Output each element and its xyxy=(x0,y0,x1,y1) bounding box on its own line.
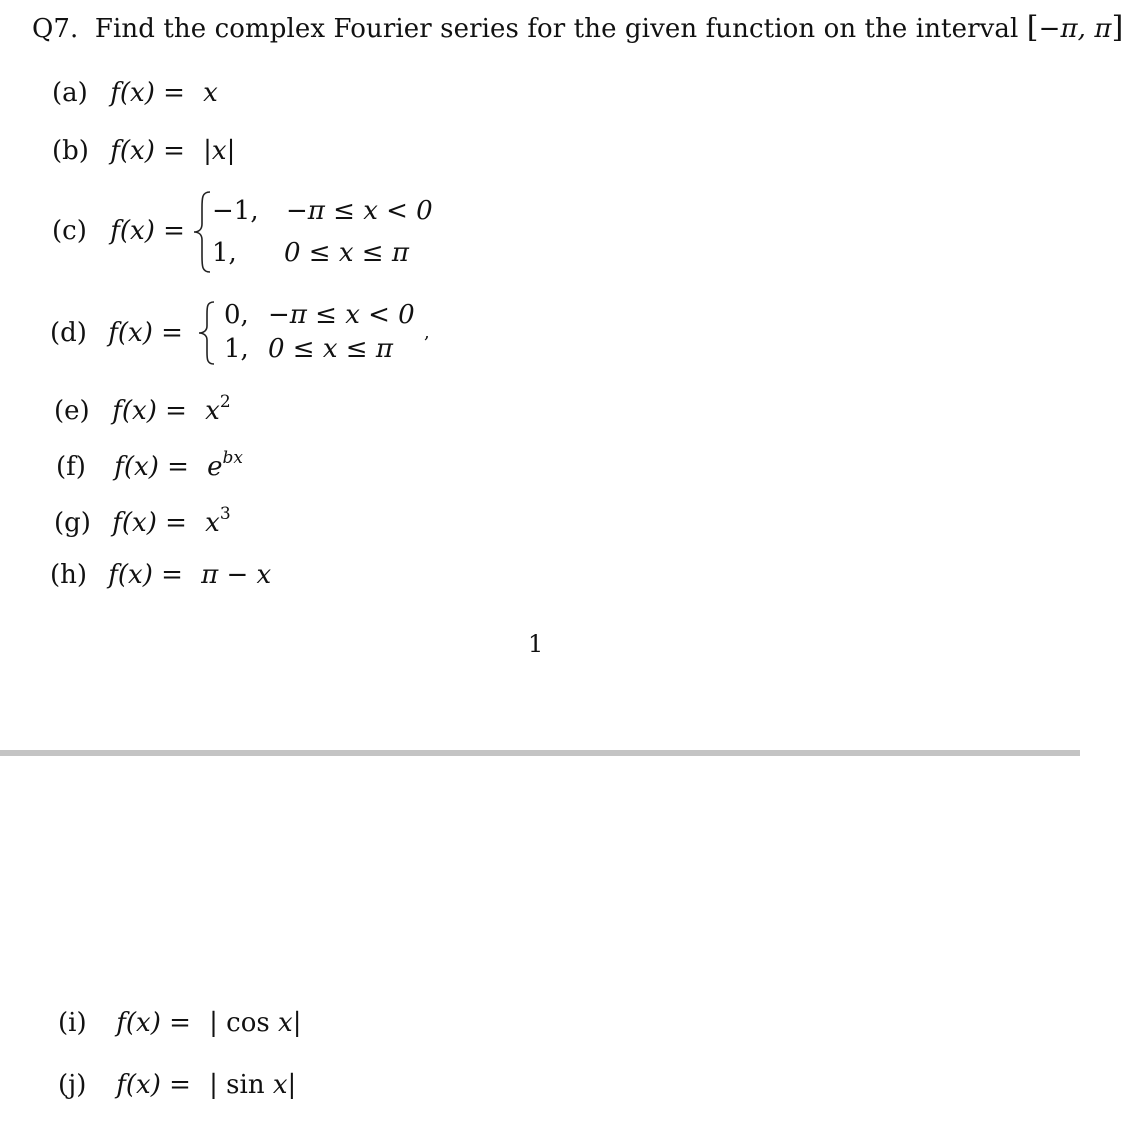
item-c-row2-condition: 0 ≤ x ≤ π xyxy=(284,238,409,268)
item-f-base: e xyxy=(207,452,223,482)
page-number: 1 xyxy=(528,630,544,658)
item-i-label: (i) xyxy=(58,1008,87,1038)
item-d-trailing-comma: , xyxy=(424,322,430,343)
item-d-brace xyxy=(196,300,218,366)
item-d-row2-value: 1, xyxy=(224,334,249,364)
item-a-rhs: x xyxy=(203,78,218,108)
item-i-rhs-suffix: | xyxy=(292,1008,302,1038)
item-c-row2-value: 1, xyxy=(212,238,237,268)
item-f-exponent: bx xyxy=(222,448,244,468)
item-d-label: (d) xyxy=(50,318,87,348)
interval-open-bracket: [ xyxy=(1026,10,1039,45)
item-c-row1-value: −1, xyxy=(212,196,259,226)
item-c-lhs: f(x) = xyxy=(110,216,185,246)
item-f-label: (f) xyxy=(56,452,86,482)
item-j-rhs-suffix: | xyxy=(287,1070,297,1100)
item-a xyxy=(52,78,218,108)
item-g-label: (g) xyxy=(54,508,91,538)
item-b-rhs: |x| xyxy=(203,136,236,166)
item-h xyxy=(50,560,271,590)
item-g-lhs: f(x) = xyxy=(112,508,187,538)
item-d-row1-condition: −π ≤ x < 0 xyxy=(268,300,415,330)
question-number: Q7. xyxy=(32,14,79,44)
item-h-rhs: π − x xyxy=(201,560,272,590)
item-i-lhs: f(x) = xyxy=(116,1008,191,1038)
item-e-base: x xyxy=(205,396,220,426)
item-j xyxy=(58,1070,296,1100)
item-i-rhs-prefix: | cos xyxy=(209,1008,279,1038)
item-j-rhs-variable: x xyxy=(272,1070,288,1100)
item-c-row1-condition: −π ≤ x < 0 xyxy=(286,196,433,226)
item-g-exponent: 3 xyxy=(219,504,231,524)
item-c-brace xyxy=(192,190,214,274)
item-b-label: (b) xyxy=(52,136,89,166)
item-g xyxy=(54,504,231,538)
item-e-label: (e) xyxy=(54,396,90,426)
item-b-lhs: f(x) = xyxy=(110,136,185,166)
interval-close-bracket: ] xyxy=(1111,10,1123,45)
item-i xyxy=(58,1008,301,1038)
item-b xyxy=(52,136,235,166)
item-i-rhs-variable: x xyxy=(278,1008,293,1038)
item-h-label: (h) xyxy=(50,560,88,590)
question-heading xyxy=(32,10,1123,45)
item-d-row1-value: 0, xyxy=(224,300,249,330)
item-d-row2-condition: 0 ≤ x ≤ π xyxy=(268,334,393,364)
item-e-lhs: f(x) = xyxy=(112,396,187,426)
item-c-label: (c) xyxy=(52,216,87,246)
item-c xyxy=(52,216,195,246)
item-f-lhs: f(x) = xyxy=(114,452,189,482)
question-text: Find the complex Fourier series for the given function on the interval xyxy=(94,14,1019,44)
item-g-base: x xyxy=(205,508,220,538)
page-2 xyxy=(0,756,1080,1127)
item-d-lhs: f(x) = xyxy=(108,318,183,348)
item-f xyxy=(56,448,243,482)
item-d xyxy=(50,318,193,348)
item-j-rhs-prefix: | sin xyxy=(209,1070,273,1100)
item-e xyxy=(54,392,231,426)
item-a-label: (a) xyxy=(52,78,88,108)
item-a-lhs: f(x) = xyxy=(110,78,185,108)
interval-body: −π, π xyxy=(1038,14,1112,44)
item-e-exponent: 2 xyxy=(219,392,231,412)
item-j-lhs: f(x) = xyxy=(116,1070,191,1100)
item-j-label: (j) xyxy=(58,1070,87,1100)
item-h-lhs: f(x) = xyxy=(108,560,183,590)
